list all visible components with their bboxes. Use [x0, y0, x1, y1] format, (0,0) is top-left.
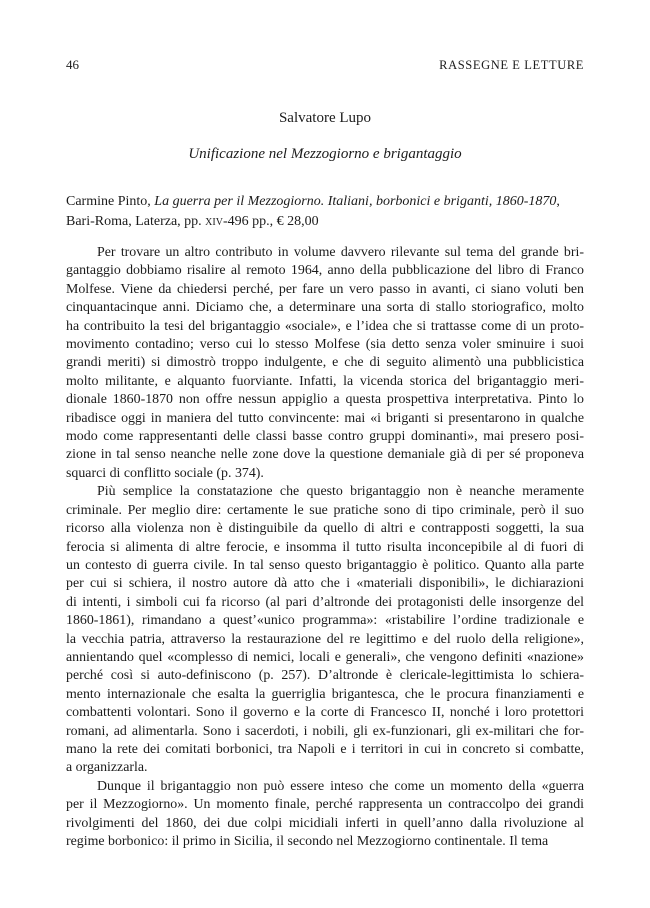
- text-line: 1860-1861), rimandano a quest’«unico programma»: «ristabilire l’ordine tradizionale e: [66, 613, 584, 629]
- article-author: Salvatore Lupo: [278, 110, 372, 126]
- book-author: Carmine Pinto,: [66, 194, 155, 209]
- text-line: modo come rappresentanti delle classi basse contro gruppi dominanti», mai presero posi-: [66, 429, 584, 445]
- paragraph: [66, 244, 584, 483]
- paragraph: [66, 483, 584, 778]
- text-line: zione in tal senso neanche nelle zone dove la questione demaniale già di per sé proponeva: [66, 447, 584, 463]
- text-line: ha contribuito la tesi del brigantaggio «sociale», e l’idea che si trattasse come di un proto-: [66, 318, 584, 334]
- text-line: per cui si schiera, il nostro autore dà atto che i «materiali disponibili», le dichiarazioni: [66, 576, 584, 592]
- paragraph: [66, 778, 584, 852]
- book-roman-pages: xiv: [205, 214, 223, 229]
- text-line: ribadisce oggi in maniera del tutto convincente: mai «i briganti si presentarono in qualche: [66, 410, 584, 426]
- text-line: ricorso alla violenza non è distinguibile da quello di altri e contrapposti soggetti, la sua: [66, 521, 584, 537]
- text-line: molto militante, e alquanto fuorviante. Infatti, la vicenda storica del brigantaggio meri-: [66, 373, 584, 389]
- text-line: di intenti, i simboli cui fa ricorso (al pari d’altronde dei protagonisti delle insorgenze del: [66, 594, 584, 610]
- text-line: Per trovare un altro contributo in volume davvero rilevante sul tema del grande bri-: [97, 245, 584, 260]
- book-title: La guerra per il Mezzogiorno. Italiani, borbonici e briganti, 1860-1870: [154, 194, 557, 209]
- running-head: [66, 57, 584, 75]
- page-number: 46: [66, 57, 79, 72]
- text-line: gantaggio dobbiamo risalire al remoto 1964, anno della pubblicazione del libro di Franco: [66, 263, 584, 279]
- text-line: regime borbonico: il primo in Sicilia, il secondo nel Mezzogiorno continentale. Il tema: [66, 834, 549, 849]
- text-line: rivolgimenti del 1860, dei due colpi micidiali inferti in quell’anno dalla rivoluzione al: [66, 815, 584, 831]
- text-line: combattenti volontari. Sono il governo e la corte di Francesco II, nonché i loro protettori: [66, 705, 584, 721]
- text-line: per il Mezzogiorno». Un momento finale, perché rappresenta un contraccolpo dei grandi: [66, 797, 584, 813]
- text-line: a organizzarla.: [66, 760, 148, 776]
- text-line: ferocia si alimenta di altre ferocie, e insomma il tutto risulta inconcepibile al di fuori di: [66, 539, 584, 555]
- text-line: un contesto di guerra civile. In tal senso questo brigantaggio è politico. Quanto alla parte: [66, 557, 584, 573]
- text-line: mento internazionale che esalta la guerriglia brigantesca, che le procura finanziamenti e: [66, 686, 584, 702]
- text-line: Molfese. Viene da chiedersi perché, per fare un vero passo in avanti, ci siano voluti ben: [66, 281, 584, 297]
- bibliographic-reference: [66, 192, 584, 232]
- text-line: movimento contadino; verso cui lo stesso Molfese (sia detto senza voler sminuire i suoi: [66, 337, 584, 353]
- text-line: annientando quel «complesso di nemici, locali e generali», che vengono definiti «nazione»: [66, 649, 584, 665]
- review-body: [66, 244, 584, 851]
- book-publisher: Bari-Roma, Laterza, pp.: [66, 214, 206, 229]
- text-line: squarci di conflitto sociale (p. 374).: [66, 465, 264, 481]
- bib-separator: ,: [556, 194, 560, 209]
- book-pages-price: -496 pp., € 28,00: [222, 214, 319, 229]
- text-line: perché così si auto-definiscono (p. 257). D’altronde è clericale-legittimista lo schiera-: [66, 668, 584, 684]
- text-line: grandi meriti) si dimostrò troppo indulgente, e che di seguito alimentò una pubblicistica: [66, 355, 584, 371]
- text-line: Dunque il brigantaggio non può essere inteso che come un momento della «guerra: [97, 778, 584, 794]
- section-heading: RASSEGNE E LETTURE: [439, 58, 584, 72]
- text-line: Più semplice la constatazione che questo brigantaggio non è neanche meramente: [97, 484, 584, 500]
- article-title: Unificazione nel Mezzogiorno e brigantaggio: [188, 146, 462, 162]
- text-line: cinquantacinque anni. Diciamo che, a determinare una sorta di stallo storiografico, molto: [66, 300, 584, 316]
- text-line: mano la rete dei comitati borbonici, tra Napoli e i territori in cui in concreto si combatte,: [66, 741, 584, 757]
- text-line: romani, ad alimentarla. Sono i sacerdoti, i nobili, gli ex-funzionari, gli ex-militari che for-: [66, 723, 584, 739]
- text-line: criminale. Per meglio dire: certamente le sue pratiche sono di tipo criminale, però il suo: [66, 502, 584, 518]
- text-line: la vecchia patria, attraverso la restaurazione del re legittimo e del ruolo della religione»,: [66, 631, 584, 647]
- text-line: dionale 1860-1870 non offre nessun appiglio a questa prospettiva interpretativa. Pinto lo: [66, 392, 584, 408]
